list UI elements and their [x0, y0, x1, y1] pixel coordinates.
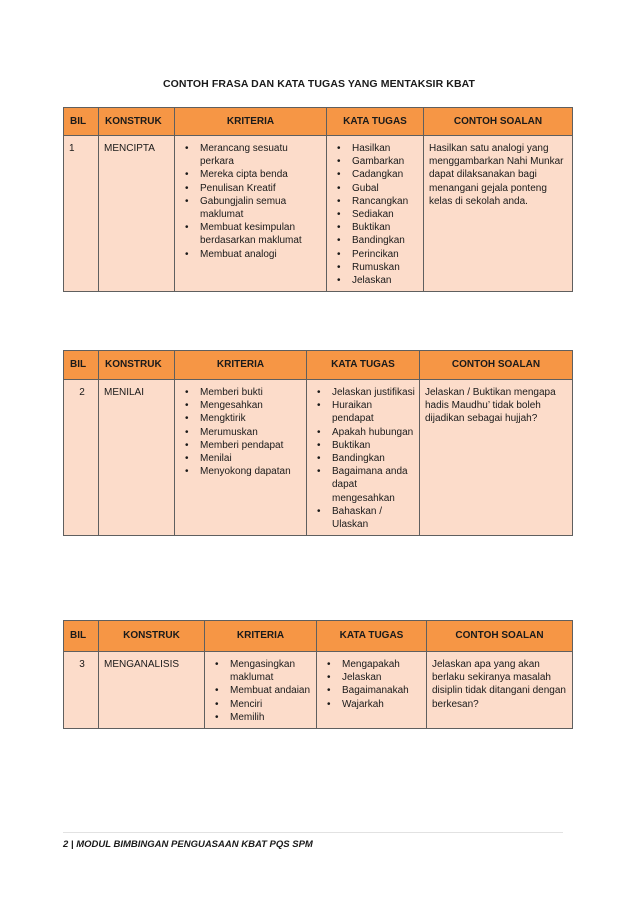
list-item [332, 221, 420, 234]
bullet-icon: • [185, 400, 189, 412]
list-item [180, 452, 303, 465]
kbat-table-menganalisis [63, 620, 573, 729]
list-item [322, 684, 423, 697]
bullet-icon: • [337, 248, 341, 260]
bullet-icon: • [327, 685, 331, 697]
bullet-icon: • [337, 169, 341, 181]
bullet-icon: • [215, 659, 219, 670]
list-item [332, 234, 420, 247]
bullet-icon: • [185, 169, 189, 181]
cell-contoh-soalan: Jelaskan apa yang akan berlaku sekiranya masalah disiplin tidak ditangani dengan berkesan? [427, 652, 573, 729]
list-item-text: Memilih [230, 711, 265, 723]
table-row [64, 380, 573, 536]
list-item-text: Bagaimana anda dapat mengesahkan [332, 466, 408, 504]
cell-konstruk: MENILAI [99, 380, 175, 536]
cell-kata-tugas [327, 136, 424, 292]
cell-bil: 1 [64, 136, 99, 292]
bullet-icon: • [185, 453, 189, 465]
list-item [180, 182, 323, 195]
kriteria-list [180, 142, 323, 261]
cell-contoh-soalan: Hasilkan satu analogi yang menggambarkan Nahi Munkar dapat dilaksanakan bagi menangani gejala ponteng kelas di sekolah anda. [424, 136, 573, 292]
bullet-icon: • [337, 235, 341, 247]
list-item [312, 452, 416, 465]
list-item [210, 684, 313, 697]
table-header-row [64, 351, 573, 380]
header-kata-tugas: KATA TUGAS [307, 351, 420, 380]
list-item-text: Buktikan [352, 222, 391, 234]
list-item [332, 168, 420, 181]
bullet-icon: • [337, 195, 341, 207]
list-item-text: Huraikan pendapat [332, 400, 374, 425]
list-item [180, 142, 323, 168]
list-item [180, 426, 303, 439]
list-item [312, 386, 416, 399]
list-item-text: Rancangkan [352, 195, 409, 207]
list-item-text: Jelaskan [352, 275, 392, 287]
list-item-text: Memberi bukti [200, 387, 263, 398]
list-item [332, 155, 420, 168]
list-item-text: Merancang sesuatu perkara [200, 143, 288, 168]
list-item [332, 274, 420, 287]
header-kata-tugas: KATA TUGAS [327, 108, 424, 136]
bullet-icon: • [185, 195, 189, 207]
header-konstruk: KONSTRUK [99, 108, 175, 136]
bullet-icon: • [327, 672, 331, 684]
list-item [180, 465, 303, 478]
list-item [180, 386, 303, 399]
bullet-icon: • [215, 711, 219, 723]
list-item-text: Menilai [200, 453, 232, 465]
kata-tugas-list [312, 386, 416, 531]
header-konstruk: KONSTRUK [99, 621, 205, 652]
kriteria-list [210, 658, 313, 724]
bullet-icon: • [317, 426, 321, 438]
header-kata-tugas: KATA TUGAS [317, 621, 427, 652]
list-item-text: Gubal [352, 182, 379, 194]
cell-kriteria [175, 136, 327, 292]
list-item-text: Sediakan [352, 209, 394, 221]
list-item-text: Membuat kesimpulan berdasarkan maklumat [200, 222, 302, 247]
list-item [210, 698, 313, 711]
header-bil: BIL [64, 351, 99, 380]
list-item-text: Apakah hubungan [332, 426, 414, 438]
bullet-icon: • [327, 698, 331, 710]
list-item [180, 439, 303, 452]
bullet-icon: • [185, 387, 189, 398]
list-item-text: Gambarkan [352, 156, 405, 168]
list-item [312, 505, 416, 531]
bullet-icon: • [337, 143, 341, 154]
list-item [180, 412, 303, 425]
list-item [312, 465, 416, 505]
footer-divider [63, 832, 563, 833]
list-item-text: Mereka cipta benda [200, 169, 288, 181]
bullet-icon: • [317, 466, 321, 478]
list-item-text: Bandingkan [332, 453, 385, 465]
list-item-text: Merumuskan [200, 426, 258, 438]
list-item [322, 698, 423, 711]
bullet-icon: • [337, 209, 341, 221]
header-bil: BIL [64, 108, 99, 136]
list-item-text: Wajarkah [342, 698, 384, 710]
list-item-text: Cadangkan [352, 169, 404, 181]
cell-kata-tugas [317, 652, 427, 729]
list-item [332, 142, 420, 155]
list-item [180, 195, 323, 221]
bullet-icon: • [215, 685, 219, 697]
list-item [210, 658, 313, 684]
cell-konstruk: MENGANALISIS [99, 652, 205, 729]
list-item [312, 399, 416, 425]
list-item [332, 182, 420, 195]
header-bil: BIL [64, 621, 99, 652]
bullet-icon: • [337, 275, 341, 287]
list-item-text: Membuat andaian [230, 685, 311, 697]
list-item-text: Rumuskan [352, 261, 400, 273]
page-footer: 2 | MODUL BIMBINGAN PENGUASAAN KBAT PQS SPM [63, 839, 313, 850]
list-item-text: Menciri [230, 698, 263, 710]
list-item-text: Penulisan Kreatif [200, 182, 276, 194]
list-item [312, 439, 416, 452]
kbat-table-mencipta [63, 107, 573, 292]
list-item-text: Buktikan [332, 439, 371, 451]
list-item-text: Jelaskan [342, 672, 382, 684]
list-item [210, 711, 313, 724]
list-item-text: Mengasingkan maklumat [230, 659, 296, 684]
bullet-icon: • [185, 222, 189, 234]
list-item-text: Gabungjalin semua maklumat [200, 195, 287, 221]
bullet-icon: • [185, 182, 189, 194]
cell-konstruk: MENCIPTA [99, 136, 175, 292]
header-contoh-soalan: CONTOH SOALAN [420, 351, 573, 380]
header-kriteria: KRITERIA [205, 621, 317, 652]
list-item [332, 195, 420, 208]
cell-bil: 3 [64, 652, 99, 729]
list-item [322, 658, 423, 671]
bullet-icon: • [317, 439, 321, 451]
table-header-row [64, 621, 573, 652]
bullet-icon: • [215, 698, 219, 710]
bullet-icon: • [185, 439, 189, 451]
header-kriteria: KRITERIA [175, 351, 307, 380]
list-item-text: Menyokong dapatan [200, 466, 291, 478]
bullet-icon: • [185, 143, 189, 154]
list-item-text: Membuat analogi [200, 248, 277, 260]
list-item [332, 261, 420, 274]
list-item-text: Jelaskan justifikasi [332, 387, 415, 398]
list-item [180, 248, 323, 261]
list-item-text: Mengktirik [200, 413, 246, 425]
bullet-icon: • [337, 261, 341, 273]
cell-kriteria [205, 652, 317, 729]
list-item-text: Memberi pendapat [200, 439, 284, 451]
list-item-text: Bandingkan [352, 235, 405, 247]
header-kriteria: KRITERIA [175, 108, 327, 136]
table-row [64, 136, 573, 292]
list-item [312, 426, 416, 439]
list-item-text: Bagaimanakah [342, 685, 409, 697]
list-item [180, 221, 323, 247]
list-item-text: Mengesahkan [200, 400, 263, 412]
header-konstruk: KONSTRUK [99, 351, 175, 380]
table-header-row [64, 108, 573, 136]
bullet-icon: • [317, 387, 321, 398]
list-item-text: Bahaskan / Ulaskan [332, 505, 383, 531]
list-item [332, 208, 420, 221]
kriteria-list [180, 386, 303, 478]
cell-contoh-soalan: Jelaskan / Buktikan mengapa hadis Maudhu’ tidak boleh dijadikan sebagai hujjah? [420, 380, 573, 536]
bullet-icon: • [185, 466, 189, 478]
list-item-text: Perincikan [352, 248, 399, 260]
list-item [180, 168, 323, 181]
list-item [332, 248, 420, 261]
bullet-icon: • [317, 505, 321, 517]
list-item [322, 671, 423, 684]
kata-tugas-list [322, 658, 423, 711]
bullet-icon: • [337, 222, 341, 234]
cell-kriteria [175, 380, 307, 536]
header-contoh-soalan: CONTOH SOALAN [424, 108, 573, 136]
list-item [180, 399, 303, 412]
bullet-icon: • [185, 248, 189, 260]
cell-bil: 2 [64, 380, 99, 536]
header-contoh-soalan: CONTOH SOALAN [427, 621, 573, 652]
bullet-icon: • [185, 426, 189, 438]
page-title: CONTOH FRASA DAN KATA TUGAS YANG MENTAKSIR KBAT [162, 78, 476, 90]
cell-kata-tugas [307, 380, 420, 536]
bullet-icon: • [317, 400, 321, 412]
kbat-table-menilai [63, 350, 573, 536]
bullet-icon: • [327, 659, 331, 670]
table-row [64, 652, 573, 729]
kata-tugas-list [332, 142, 420, 287]
bullet-icon: • [337, 182, 341, 194]
list-item-text: Hasilkan [352, 143, 391, 154]
list-item-text: Mengapakah [342, 659, 400, 670]
bullet-icon: • [317, 453, 321, 465]
bullet-icon: • [185, 413, 189, 425]
bullet-icon: • [337, 156, 341, 168]
